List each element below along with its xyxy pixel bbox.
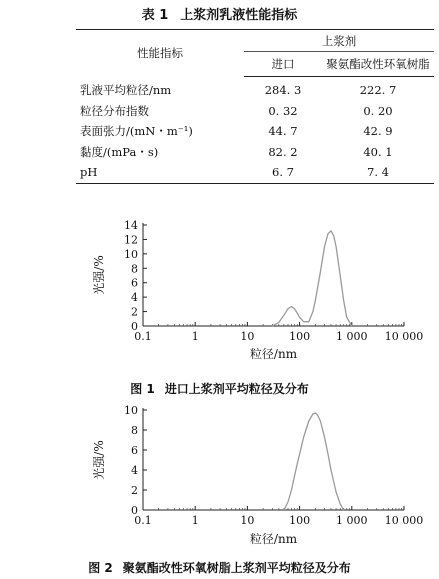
figure1-caption-text: 进口上浆剂平均粒径及分布 <box>164 382 309 396</box>
cell-pu: 42. 9 <box>363 124 393 139</box>
y-tick-label: 6 <box>131 444 138 457</box>
y-tick-label: 2 <box>131 305 138 319</box>
x-tick-label: 10 <box>240 514 255 527</box>
y-axis-label: 光强/% <box>92 440 106 480</box>
x-tick-label: 10 <box>240 330 255 343</box>
y-tick-label: 0 <box>131 320 138 333</box>
cell-import: 44. 7 <box>268 124 298 139</box>
x-tick-label: 1 000 <box>336 514 368 527</box>
x-tick-label: 100 <box>289 514 311 527</box>
table-caption-text: 上浆剂乳液性能指标 <box>180 8 298 23</box>
row-name: 表面张力/(mN・m⁻¹) <box>80 124 193 139</box>
row-name: 黏度/(mPa・s) <box>80 144 159 159</box>
table-row <box>76 101 434 122</box>
y-tick-label: 12 <box>124 233 138 247</box>
row-name: pH <box>76 162 244 183</box>
table-row <box>76 162 434 183</box>
series-line <box>284 413 344 510</box>
table-row <box>76 142 434 163</box>
y-tick-label: 8 <box>131 262 138 276</box>
figure1-caption <box>0 380 439 397</box>
cell-pu: 222. 7 <box>359 83 397 98</box>
y-tick-label: 6 <box>131 276 138 290</box>
cell-import: 82. 2 <box>268 144 298 159</box>
y-tick-label: 10 <box>124 247 138 261</box>
header-property: 性能指标 <box>76 30 244 77</box>
table-row <box>76 121 434 142</box>
y-tick-label: 0 <box>131 504 138 517</box>
cell-pu: 7. 4 <box>322 162 434 183</box>
row-name: 粒径分布指数 <box>80 103 149 118</box>
figure2-chart <box>0 398 439 556</box>
figure1-chart <box>0 215 439 377</box>
x-tick-label: 1 <box>191 330 199 343</box>
table-caption-number: 表 1 <box>141 8 169 23</box>
table-row <box>76 77 434 101</box>
header-import: 进口 <box>244 52 322 77</box>
y-tick-label: 4 <box>131 464 138 477</box>
y-axis-label: 光强/% <box>92 255 106 295</box>
x-tick-label: 10 000 <box>384 330 424 343</box>
series-line <box>272 231 352 326</box>
x-tick-label: 0.1 <box>134 330 152 343</box>
y-tick-label: 14 <box>124 219 138 232</box>
x-tick-label: 1 000 <box>336 330 368 343</box>
figure2-caption <box>0 559 439 576</box>
cell-pu: 0. 20 <box>363 103 393 118</box>
cell-import: 0. 32 <box>268 103 298 118</box>
y-tick-label: 10 <box>124 404 138 417</box>
row-name: 乳液平均粒径/nm <box>80 83 172 97</box>
x-tick-label: 1 <box>191 514 199 527</box>
cell-import: 6. 7 <box>244 162 322 183</box>
x-tick-label: 10 000 <box>384 514 424 527</box>
x-axis-label: 粒径/nm <box>249 347 298 361</box>
figure2-caption-text: 聚氨酯改性环氧树脂上浆剂平均粒径及分布 <box>122 561 351 575</box>
table-caption <box>0 4 439 23</box>
header-sizing-agent: 上浆剂 <box>244 30 434 52</box>
x-axis-label: 粒径/nm <box>249 532 298 546</box>
header-pu-epoxy: 聚氨酯改性环氧树脂 <box>322 52 434 77</box>
properties-table <box>76 29 434 184</box>
x-tick-label: 0.1 <box>134 514 152 527</box>
cell-pu: 40. 1 <box>363 144 393 159</box>
y-tick-label: 2 <box>131 484 138 497</box>
figure1-caption-number: 图 1 <box>130 382 155 396</box>
figure2-caption-number: 图 2 <box>88 561 113 575</box>
y-tick-label: 4 <box>131 291 138 305</box>
y-tick-label: 8 <box>131 424 138 437</box>
cell-import: 284. 3 <box>264 83 302 98</box>
x-tick-label: 100 <box>289 330 311 343</box>
